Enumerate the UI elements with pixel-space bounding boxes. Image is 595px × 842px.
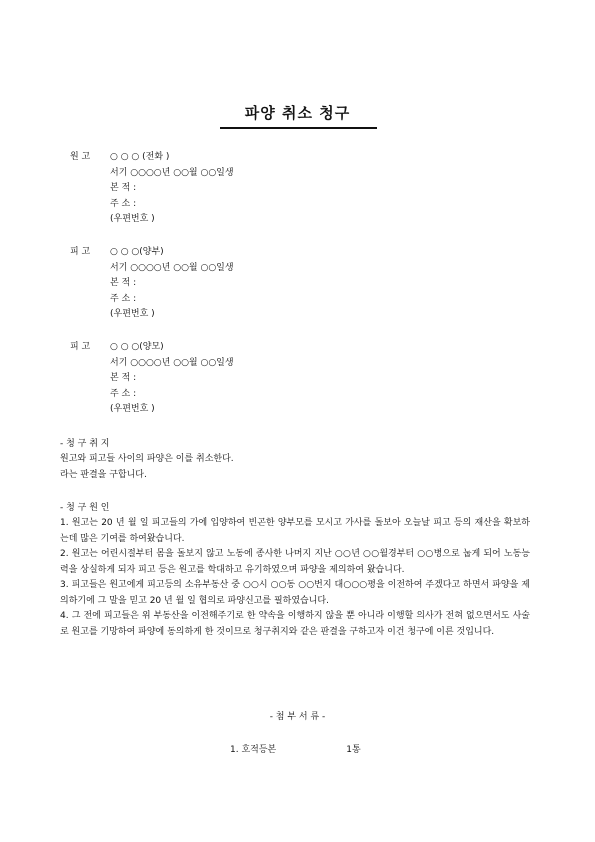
party-postal: (우편번호 ): [110, 214, 155, 224]
reason-paragraph: 4. 그 전에 피고들은 위 부동산을 이전해주기로 한 약속을 이행하지 않을 뿐 아니라 이행할 의사가 전혀 없으면서도 사술로 원고를 기망하여 파양에 동의하게 한 것이므로 청구취지와 같은 판결을 구하고자 이건 청구에 이른 것입니다.: [60, 611, 530, 637]
party-name: ○ ○ ○(양부): [110, 247, 164, 257]
claim-purpose-body: [60, 452, 530, 483]
party-domicile: 본 적 :: [110, 183, 137, 193]
reason-paragraph: 3. 피고들은 원고에게 피고등의 소유부동산 중 ○○시 ○○동 ○○번지 대○○○평을 이전하여 주겠다고 하면서 파양을 제의하기에 그 말을 믿고 20 년 월 일 협의로 파양신고를 필하였습니다.: [60, 580, 530, 606]
attachments-heading: - 첨 부 서 류 -: [269, 712, 326, 722]
claim-purpose-line: 라는 판결을 구합니다.: [60, 469, 147, 480]
party-name: ○ ○ ○ (전화 ): [110, 152, 170, 162]
party-role: 피 고: [70, 247, 91, 257]
plaintiff-block: [70, 150, 234, 228]
claim-reasons-heading: - 청 구 원 인: [60, 503, 110, 513]
party-birth: 서기 ○○○○년 ○○월 ○○일생: [110, 357, 234, 368]
party-domicile: 본 적 :: [110, 278, 137, 288]
party-address: 주 소 :: [110, 198, 137, 209]
document-title: 파양 취소 청구: [244, 104, 351, 122]
defendant-father-block: [70, 245, 234, 323]
claim-purpose-heading: - 청 구 취 지: [60, 439, 110, 449]
claim-purpose-line: 원고와 피고들 사이의 파양은 이를 취소한다.: [60, 454, 234, 464]
reason-paragraph: 1. 원고는 20 년 월 일 피고들의 가에 입양하여 빈곤한 양부모를 모시고 가사를 돌보아 오늘날 피고 등의 재산을 확보하는데 많은 기여를 하여왔습니다.: [60, 518, 530, 544]
party-name: ○ ○ ○(양모): [110, 342, 164, 352]
defendant-mother-block: [70, 340, 234, 418]
attachment-item: [230, 742, 361, 755]
party-birth: 서기 ○○○○년 ○○월 ○○일생: [110, 262, 234, 273]
party-postal: (우편번호 ): [110, 309, 155, 319]
reason-paragraph: 2. 원고는 어린시절부터 몸을 돌보지 않고 노동에 종사한 나머지 지난 ○○년 ○○월경부터 ○○병으로 눕게 되어 노동능력을 상실하게 되자 피고 등은 원고를 학대하고 유기하였으며 파양을 제의하여 왔습니다.: [60, 549, 530, 575]
party-domicile: 본 적 :: [110, 373, 137, 383]
party-birth: 서기 ○○○○년 ○○월 ○○일생: [110, 167, 234, 178]
attachment-name: 1. 호적등본: [230, 745, 277, 755]
party-role: 피 고: [70, 342, 91, 352]
title-underline: [220, 127, 377, 129]
party-role: 원 고: [70, 152, 91, 162]
party-postal: (우편번호 ): [110, 404, 155, 414]
party-address: 주 소 :: [110, 293, 137, 304]
attachment-count: 1통: [346, 745, 361, 755]
claim-reasons-body: [60, 516, 530, 640]
party-address: 주 소 :: [110, 388, 137, 399]
